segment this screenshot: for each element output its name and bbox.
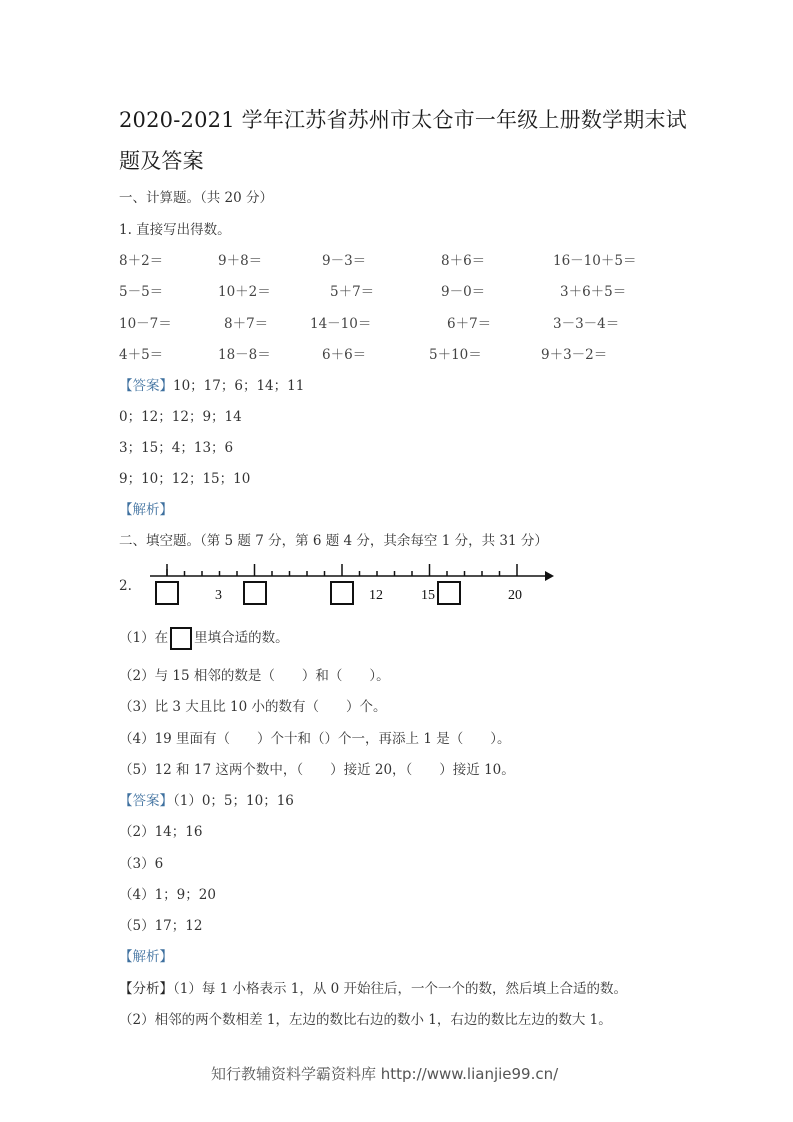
sub-question-1-post: 里填合适的数。 — [194, 630, 289, 646]
answer-tag: 【答案】 — [119, 793, 173, 809]
section-2-heading: 二、填空题。（第 5 题 7 分，第 6 题 4 分，其余每空 1 分，共 31 分） — [119, 533, 548, 549]
problem: 10－7＝ — [119, 316, 172, 332]
answer-line-4: 9；10；12；15；10 — [119, 471, 251, 487]
problem: 9＋8＝ — [218, 253, 263, 269]
question-1-label: 1. 直接写出得数。 — [119, 222, 231, 238]
problem: 4＋5＝ — [119, 347, 164, 363]
analysis-tag: 【解析】 — [119, 949, 173, 965]
page-title-line-1: 2020-2021 学年江苏省苏州市太仓市一年级上册数学期末试 — [119, 108, 687, 132]
footer-watermark: 知行教辅资料学霸资料库 http://www.lianjie99.cn/ — [211, 1065, 559, 1083]
sub-question-1-pre: （1）在 — [119, 630, 169, 646]
answer-tag: 【答案】 — [119, 378, 173, 394]
answer-line-5: （5）17；12 — [119, 918, 203, 934]
problem: 5－5＝ — [119, 284, 164, 300]
blank-box — [244, 582, 266, 604]
problem: 8＋7＝ — [224, 316, 269, 332]
problem: 18－8＝ — [218, 347, 271, 363]
page-title-line-2: 题及答案 — [119, 149, 204, 173]
tick-label: 20 — [508, 588, 522, 603]
analysis-tag: 【解析】 — [119, 502, 173, 518]
blank-box — [438, 582, 460, 604]
answer-line-1 — [119, 789, 294, 809]
sub-question-2: （2）与 15 相邻的数是（ ）和（ ）。 — [119, 668, 390, 684]
question-2-label: 2. — [119, 578, 132, 594]
sub-question-3: （3）比 3 大且比 10 小的数有（ ）个。 — [119, 699, 387, 715]
sub-question-1 — [119, 626, 289, 650]
analysis-label: 【分析】 — [119, 981, 173, 997]
problem: 16－10＋5＝ — [553, 253, 637, 269]
blank-box — [156, 582, 178, 604]
number-line — [145, 560, 560, 610]
answer-text: 10；17；6；14；11 — [173, 378, 305, 394]
answer-text: （1）0；5；10；16 — [173, 793, 294, 809]
problem: 5＋10＝ — [429, 347, 482, 363]
tick-label: 3 — [215, 588, 222, 603]
arrow-icon — [545, 571, 554, 581]
problem: 14－10＝ — [310, 316, 372, 332]
problem: 9－3＝ — [322, 253, 367, 269]
problem: 6＋7＝ — [447, 316, 492, 332]
problem: 5＋7＝ — [330, 284, 375, 300]
problem: 10＋2＝ — [218, 284, 271, 300]
tick-label: 15 — [421, 588, 435, 603]
analysis-line-2: （2）相邻的两个数相差 1，左边的数比右边的数小 1，右边的数比左边的数大 1。 — [119, 1012, 612, 1028]
analysis-text: （1）每 1 小格表示 1，从 0 开始往后，一个一个的数，然后填上合适的数。 — [173, 981, 628, 997]
problem: 3－3－4＝ — [553, 316, 620, 332]
answer-line-3: 3；15；4；13；6 — [119, 440, 234, 456]
sub-question-4: （4）19 里面有（ ）个十和（）个一，再添上 1 是（ ）。 — [119, 731, 511, 747]
answer-line-2: （2）14；16 — [119, 824, 203, 840]
analysis-line-1 — [119, 977, 627, 997]
answer-line-2: 0；12；12；9；14 — [119, 409, 242, 425]
problem: 6＋6＝ — [322, 347, 367, 363]
answer-line-3: （3）6 — [119, 856, 164, 872]
answer-line-1 — [119, 374, 304, 394]
tick-label: 12 — [369, 588, 383, 603]
problem: 9＋3－2＝ — [541, 347, 608, 363]
answer-line-4: （4）1；9；20 — [119, 887, 216, 903]
problem: 3＋6＋5＝ — [560, 284, 627, 300]
blank-box — [331, 582, 353, 604]
blank-box — [170, 627, 192, 650]
problem: 8＋6＝ — [441, 253, 486, 269]
sub-question-5: （5）12 和 17 这两个数中，（ ）接近 20，（ ）接近 10。 — [119, 762, 515, 778]
section-1-heading: 一、计算题。（共 20 分） — [119, 190, 274, 206]
problem: 9－0＝ — [441, 284, 486, 300]
problem: 8＋2＝ — [119, 253, 164, 269]
